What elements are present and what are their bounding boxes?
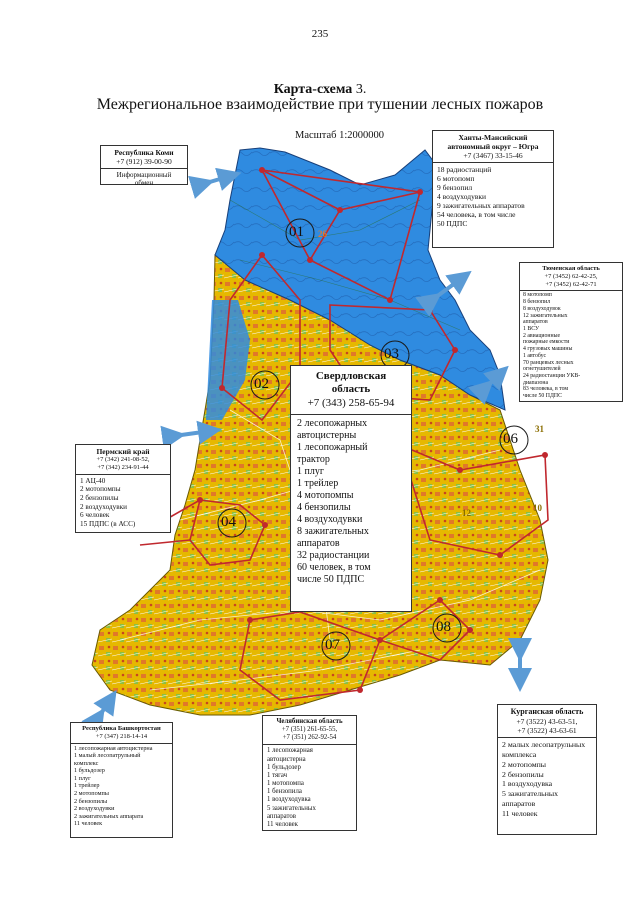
chelyabinsk-item: 1 воздуходувка xyxy=(267,796,311,804)
map-label-26: 26 xyxy=(318,229,327,239)
zone-label-03: 03 xyxy=(384,346,399,362)
zone-label-02: 02 xyxy=(254,376,269,392)
khmao-item: 4 воздуходувки xyxy=(437,192,487,201)
perm-item: 2 бензопилы xyxy=(80,493,119,502)
map-title-label: Карта-схема xyxy=(273,82,353,97)
perm-item: 15 ПДПС (в АСС) xyxy=(80,519,136,528)
kurgan-item: 2 бензопилы xyxy=(502,769,544,779)
bashkortostan-item: 2 мотопомпы xyxy=(74,789,109,797)
kurgan-item: 1 воздуходувка xyxy=(502,779,553,789)
zone-label-04: 04 xyxy=(221,514,236,530)
kurgan-item: комплекса xyxy=(502,749,537,759)
khmao-list xyxy=(433,163,553,230)
perm-item: 6 человек xyxy=(80,511,110,520)
sverdlovsk-item: 2 лесопожарных xyxy=(297,417,368,429)
sverdlovsk-item: 1 лесопожарный xyxy=(297,441,368,453)
tyumen-item: числе 50 ПДПС xyxy=(523,393,562,400)
perm-phone: +7 (342) 241-08-52, xyxy=(96,456,150,463)
tyumen-item: 1 автобус xyxy=(523,352,547,359)
khmao-name-line: Ханты-Мансийский xyxy=(458,133,528,142)
sverdlovsk-item: числе 50 ПДПС xyxy=(297,573,365,585)
map-scale: Масштаб 1:2000000 xyxy=(295,130,385,141)
tyumen-item: 83 человека, в том xyxy=(523,386,569,393)
tyumen-item: 1 ВСУ xyxy=(523,325,540,332)
tyumen-item: 2 авиационные xyxy=(523,332,561,339)
sverdlovsk-item: 4 мотопомпы xyxy=(297,489,354,501)
map-label-10: 10 xyxy=(533,503,542,513)
tyumen-header xyxy=(520,263,622,291)
chelyabinsk-item: 1 тягач xyxy=(267,771,288,779)
bashkortostan-header xyxy=(71,723,172,744)
chelyabinsk-item: 1 мотопомпа xyxy=(267,780,304,788)
tyumen-item: 8 мотопомп xyxy=(523,292,552,299)
tyumen-item: диапазона xyxy=(523,379,549,386)
sverdlovsk-item: 60 человек, в том xyxy=(297,561,371,573)
bashkortostan-item: 1 трейлер xyxy=(74,782,100,790)
sverdlovsk-name-line: область xyxy=(331,382,371,395)
bashkortostan-item: 1 бульдозер xyxy=(74,767,105,775)
kurgan-box xyxy=(497,704,597,835)
komi-info-line: обмен xyxy=(134,179,154,188)
chelyabinsk-item: 1 лесопожарная xyxy=(267,747,313,755)
komi-info-line: Информационный xyxy=(116,171,172,179)
komi-header xyxy=(101,146,187,169)
bashkortostan-item: 2 воздуходувки xyxy=(74,805,115,813)
tyumen-item: 4 грузовых машины xyxy=(523,346,573,353)
tyumen-item: 12 зажигательных xyxy=(523,312,568,319)
perm-name: Пермский край xyxy=(96,447,150,456)
komi-phone: +7 (912) 39-00-90 xyxy=(116,157,172,166)
tyumen-item: пожарные емкости xyxy=(523,339,570,346)
kurgan-phone: +7 (3522) 43-63-51, xyxy=(516,716,578,726)
khmao-box xyxy=(432,130,554,248)
bashkortostan-item: комплекс xyxy=(74,759,99,767)
tyumen-item: 70 ранцевых лесных xyxy=(523,359,574,366)
perm-list xyxy=(76,475,170,531)
perm-header xyxy=(76,445,170,475)
kurgan-item: аппаратов xyxy=(502,799,536,809)
sverdlovsk-name-line: Свердловская xyxy=(315,370,387,382)
sverdlovsk-list xyxy=(291,415,411,589)
kurgan-name: Курганская область xyxy=(510,707,584,716)
sverdlovsk-item: аппаратов xyxy=(297,537,340,549)
khmao-item: 6 мотопомп xyxy=(437,174,475,183)
tyumen-list xyxy=(520,291,622,401)
bashkortostan-list xyxy=(71,744,172,829)
bashkortostan-item: 2 зажигательных аппарата xyxy=(74,812,144,820)
chelyabinsk-item: автоцистерна xyxy=(267,755,306,763)
bashkortostan-item: 1 малый лесопатрульный xyxy=(74,752,141,760)
sverdlovsk-item: 4 воздуходувки xyxy=(297,513,363,525)
khmao-item: 54 человека, в том числе xyxy=(437,210,516,219)
sverdlovsk-phone: +7 (343) 258-65-94 xyxy=(307,397,395,410)
sverdlovsk-item: трактор xyxy=(297,453,330,465)
tyumen-item: 8 бензопил xyxy=(523,299,551,306)
khmao-phone: +7 (3467) 33-15-46 xyxy=(463,151,523,160)
khmao-name-line: автономный округ – Югра xyxy=(447,142,539,151)
chelyabinsk-phone: +7 (351) 261-65-55, xyxy=(281,726,338,734)
zone-label-01: 01 xyxy=(289,224,304,240)
khmao-item: 50 ПДПС xyxy=(437,219,468,228)
sverdlovsk-item: 4 бензопилы xyxy=(297,501,351,513)
bashkortostan-item: 1 плуг xyxy=(74,774,91,782)
sverdlovsk-item: 8 зажигательных xyxy=(297,525,369,537)
zone-label-08: 08 xyxy=(436,619,451,635)
kurgan-item: 2 мотопомпы xyxy=(502,759,547,769)
bashkortostan-box xyxy=(70,722,173,838)
perm-box xyxy=(75,444,171,533)
komi-name: Республика Коми xyxy=(114,148,174,157)
tyumen-box xyxy=(519,262,623,402)
chelyabinsk-item: аппаратов xyxy=(267,812,296,820)
chelyabinsk-box xyxy=(262,715,357,831)
chelyabinsk-item: 1 бульдозер xyxy=(267,763,301,771)
chelyabinsk-item: 11 человек xyxy=(267,820,298,828)
bashkortostan-item: 11 человек xyxy=(74,820,103,828)
sverdlovsk-item: 32 радиостанции xyxy=(297,549,370,561)
map-label-31: 31 xyxy=(535,424,544,434)
perm-item: 2 воздуходувки xyxy=(80,502,127,511)
kurgan-item: 2 малых лесопатрульных xyxy=(502,739,586,749)
komi-info xyxy=(101,169,187,190)
bashkortostan-name: Республика Башкортостан xyxy=(82,725,161,732)
kurgan-phone: +7 (3522) 43-63-61 xyxy=(517,725,577,735)
chelyabinsk-header xyxy=(263,716,356,745)
tyumen-item: аппаратов xyxy=(523,319,548,326)
kurgan-list xyxy=(498,738,596,822)
kurgan-header xyxy=(498,705,596,738)
sverdlovsk-box xyxy=(290,365,412,612)
zone-label-07: 07 xyxy=(325,637,340,653)
sverdlovsk-item: автоцистерны xyxy=(297,429,357,441)
tyumen-phone: +7 (3452) 62-42-71 xyxy=(545,280,597,288)
khmao-item: 18 радиостанций xyxy=(437,165,492,174)
perm-item: 1 АЦ-40 xyxy=(80,476,106,485)
tyumen-phone: +7 (3452) 62-42-25, xyxy=(544,272,598,280)
chelyabinsk-item: 5 зажигательных xyxy=(267,804,316,812)
khmao-header xyxy=(433,131,553,163)
perm-item: 2 мотопомпы xyxy=(80,485,121,494)
khmao-item: 9 бензопил xyxy=(437,183,473,192)
sverdlovsk-item: 1 плуг xyxy=(297,465,324,477)
bashkortostan-phone: +7 (347) 218-14-14 xyxy=(95,732,148,740)
tyumen-name: Тюменская область xyxy=(542,265,600,272)
page-number: 235 xyxy=(311,28,329,40)
sverdlovsk-header xyxy=(291,366,411,415)
bashkortostan-item: 1 лесопожарная автоцистерна xyxy=(74,744,153,752)
kurgan-item: 5 зажигательных xyxy=(502,789,559,799)
tyumen-item: 24 радиостанции УКВ- xyxy=(523,373,581,380)
map-subtitle: Межрегиональное взаимодействие при тушении лесных пожаров xyxy=(96,96,544,113)
chelyabinsk-list xyxy=(263,745,356,831)
map-title-number: 3. xyxy=(355,82,367,97)
chelyabinsk-item: 1 бензопила xyxy=(267,788,302,796)
zone-label-06: 06 xyxy=(503,431,518,447)
komi-box xyxy=(100,145,188,188)
bashkortostan-item: 2 бензопилы xyxy=(74,797,108,805)
khmao-item: 9 зажигательных аппаратов xyxy=(437,201,525,210)
kurgan-item: 11 человек xyxy=(502,809,538,819)
tyumen-item: огнетушителей xyxy=(523,366,561,373)
perm-phone: +7 (342) 234-91-44 xyxy=(97,463,149,471)
sverdlovsk-item: 1 трейлер xyxy=(297,477,339,489)
chelyabinsk-name: Челябинская область xyxy=(276,718,343,725)
map-label-12: 12 xyxy=(462,508,471,518)
chelyabinsk-phone: +7 (351) 262-92-54 xyxy=(282,734,337,742)
tyumen-item: 8 воздуходувок xyxy=(523,305,561,312)
